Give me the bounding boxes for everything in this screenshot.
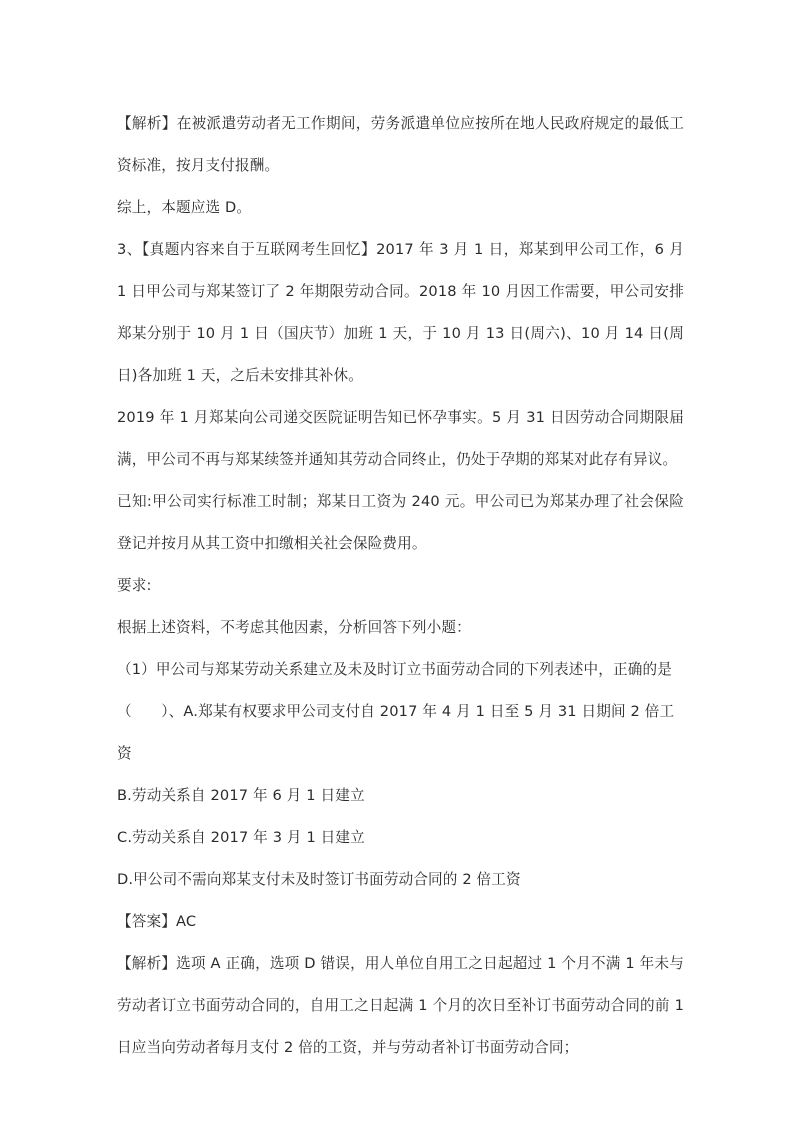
paragraph-sub-question-1: （1）甲公司与郑某劳动关系建立及未及时订立书面劳动合同的下列表述中，正确的是 — [117, 661, 672, 678]
document-body — [117, 103, 684, 1069]
paragraph-requirement-text: 根据上述资料，不考虑其他因素，分析回答下列小题： — [117, 619, 471, 636]
option-a: （ ）、A.郑某有权要求甲公司支付自 2017 年 4 月 1 日至 5 月 31 日期间 2 倍工资 — [117, 703, 675, 762]
option-b: B.劳动关系自 2017 年 6 月 1 日建立 — [117, 787, 365, 804]
paragraph-conclusion-1: 综上，本题应选 D。 — [117, 199, 252, 216]
option-d: D.甲公司不需向郑某支付未及时签订书面劳动合同的 2 倍工资 — [117, 871, 521, 888]
option-c: C.劳动关系自 2017 年 3 月 1 日建立 — [117, 829, 365, 846]
paragraph-question-3-facts: 2019 年 1 月郑某向公司递交医院证明告知已怀孕事实。5 月 31 日因劳动合同期限届满，甲公司不再与郑某续签并通知其劳动合同终止，仍处于孕期的郑某对此存有异议。 — [117, 409, 684, 468]
paragraph-explanation-1: 【解析】在被派遣劳动者无工作期间，劳务派遣单位应按所在地人民政府规定的最低工资标准，按月支付报酬。 — [117, 115, 684, 174]
paragraph-explanation-2: 【解析】选项 A 正确，选项 D 错误，用人单位自用工之日起超过 1 个月不满 1 年未与劳动者订立书面劳动合同的，自用工之日起满 1 个月的次日至补订书面劳动合同的前 1 日应当向劳动者每月支付 2 倍的工资，并与劳动者补订书面劳动合同； — [117, 955, 684, 1056]
paragraph-requirement-label: 要求: — [117, 577, 152, 594]
paragraph-question-3-known: 已知:甲公司实行标准工时制；郑某日工资为 240 元。甲公司已为郑某办理了社会保险登记并按月从其工资中扣缴相关社会保险费用。 — [117, 493, 684, 552]
answer-line: 【答案】AC — [117, 913, 197, 930]
paragraph-question-3-stem: 3、【真题内容来自于互联网考生回忆】2017 年 3 月 1 日，郑某到甲公司工作，6 月 1 日甲公司与郑某签订了 2 年期限劳动合同。2018 年 10 月因工作需要，甲公司安排郑某分别于 10 月 1 日（国庆节）加班 1 天，于 10 月 13 日(周六)、10 月 14 日(周日)各加班 1 天，之后未安排其补休。 — [117, 241, 684, 384]
